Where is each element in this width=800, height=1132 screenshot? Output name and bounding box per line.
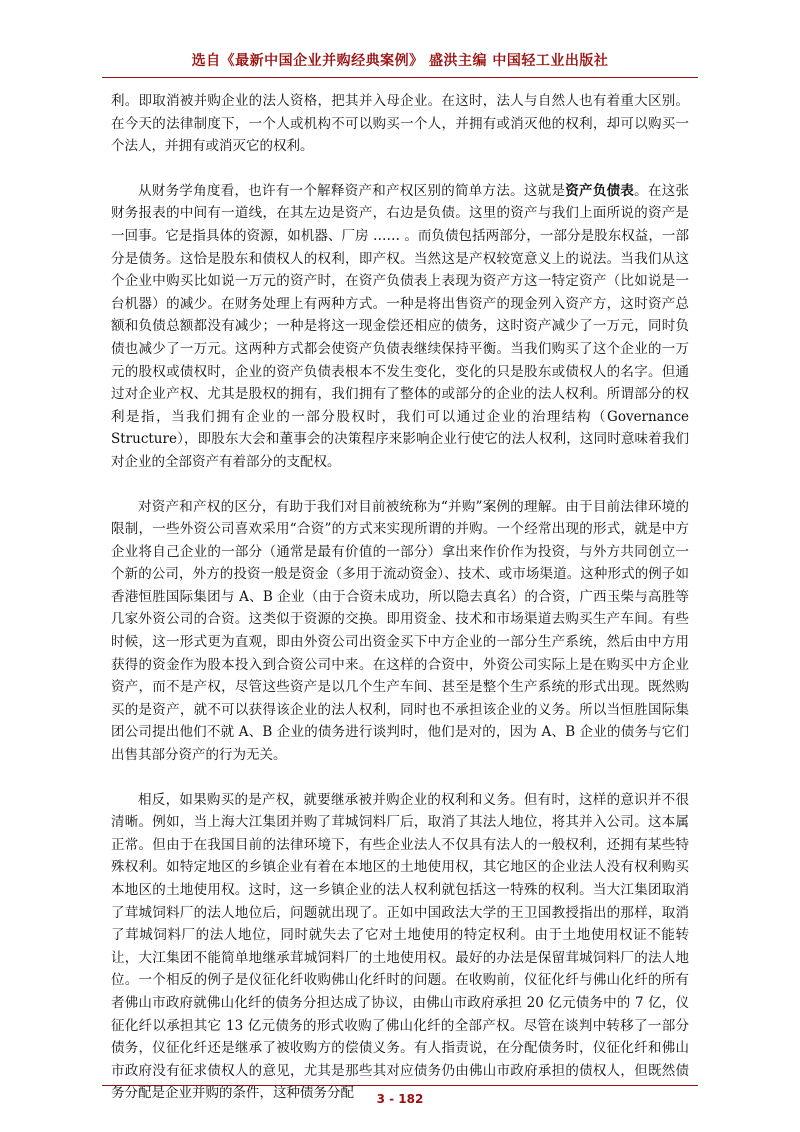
balance-sheet-term: 资产负债表 (565, 182, 635, 199)
page-body (111, 90, 689, 1127)
running-header: 选自《最新中国企业并购经典案例》 盛洪主编 中国轻工业出版社 (191, 53, 609, 69)
paragraph-1: 利。即取消被并购企业的法人资格，把其并入母企业。在这时，法人与自然人也有着重大区别。在今天的法律制度下，一个人或机构不可以购买一个人，并拥有或消灭他的权利，却可以购买一个法人，并拥有或消灭它的权利。 (111, 93, 689, 155)
page-number: 3 - 182 (376, 1092, 424, 1106)
paragraph-2 (111, 180, 689, 474)
paragraph-4: 相反，如果购买的是产权，就要继承被并购企业的权利和义务。但有时，这样的意识并不很清晰。例如，当上海大江集团并购了茸城饲料厂后，取消了其法人地位，将其并入公司。这本属正常。但由于在我国目前的法律环境下，有些企业法人不仅具有法人的一般权利，还拥有某些特殊权利。如特定地区的乡镇企业有着在本地区的土地使用权，其它地区的企业法人没有权利购买本地区的土地使用权。这时，这一乡镇企业的法人权利就包括这一特殊的权利。当大江集团取消了茸城饲料厂的法人地位后，问题就出现了。正如中国政法大学的王卫国教授指出的那样，取消了茸城饲料厂的法人地位，同时就失去了它对土地使用的特定权利。由于土地使用权证不能转让，大江集团不能简单地继承茸城饲料厂的土地使用权。最好的办法是保留茸城饲料厂的法人地位。一个相反的例子是仪征化纤收购佛山化纤时的问题。在收购前，仪征化纤与佛山化纤的所有者佛山市政府就佛山化纤的债务分担达成了协议，由佛山市政府承担 20 亿元债务中的 7 亿，仪征化纤以承担其它 13 亿元债务的形式收购了佛山化纤的全部产权。尽管在谈判中转移了一部分债务，仪征化纤还是继承了被收购方的偿债义务。有人指责说，在分配债务时，仪征化纤和佛山市政府没有征求债权人的意见，尤其是那些其对应债务仍由佛山市政府承担的债权人，但既然债务分配是企业并购的条件，这种债务分配 (111, 791, 689, 1102)
paragraph-2-text-start: 从财务学角度看，也许有一个解释资产和产权区别的简单方法。这就是 (138, 182, 566, 199)
paragraph-2-text-end: 。在这张财务报表的中间有一道线，在其左边是资产，右边是负债。这里的资产与我们上面所说的资产是一回事。它是指具体的资源，如机器、厂房 …… 。而负债包括两部分，一部分是股东权益，一部分是债务。这恰是股东和债权人的权利，即产权。当然这是产权较宽意义上的说法。当我们从这个企业中购买比如说一万元的资产时，在资产负债表上表现为资产方这一特定资产（比如说是一台机器）的减少。在财务处理上有两种方式。一种是将出售资产的现金列入资产方，这时资产总额和负债总额都没有减少；一种是将这一现金偿还相应的债务，这时资产减少了一万元，同时负债也减少了一万元。这两种方式都会使资产负债表继续保持平衡。当我们购买了这个企业的一万元的股权或债权时，企业的资产负债表根本不发生变化，变化的只是股东或债权人的名字。但通过对企业产权、尤其是股权的拥有，我们拥有了整体的或部分的企业的法人权利。所谓部分的权利是指，当我们拥有企业的一部分股权时，我们可以通过企业的治理结构（Governance Structure），即股东大会和董事会的决策程序来影响企业行使它的法人权利，这同时意味着我们对企业的全部资产有着部分的支配权。 (111, 182, 690, 470)
paragraph-3: 对资产和产权的区分，有助于我们对目前被统称为“并购”案例的理解。由于目前法律环境的限制，一些外资公司喜欢采用“合资”的方式来实现所谓的并购。一个经常出现的形式，就是中方企业将自己企业的一部分（通常是最有价值的一部分）拿出来作价作为投资，与外方共同创立一个新的公司，外方的投资一般是资金（多用于流动资金）、技术、或市场渠道。这种形式的例子如香港恒胜国际集团与 A、B 企业（由于合资未成功，所以隐去真名）的合资，广西玉柴与高胜等几家外资公司的合资。这类似于资源的交换。即用资金、技术和市场渠道去购买生产车间。有些时候，这一形式更为直观，即由外资公司出资金买下中方企业的一部分生产系统，然后由中方用获得的资金作为股本投入到合资公司中来。在这样的合资中，外资公司实际上是在购买中方企业资产，而不是产权，尽管这些资产是以几个生产车间、甚至是整个生产系统的形式出现。既然购买的是资产，就不可以获得该企业的法人权利，同时也不承担该企业的义务。所以当恒胜国际集团公司提出他们不就 A、B 企业的债务进行谈判时，他们是对的，因为 A、B 企业的债务与它们出售其部分资产的行为无关。 (111, 498, 689, 764)
header-divider (102, 77, 698, 78)
footer-divider (102, 1085, 698, 1086)
